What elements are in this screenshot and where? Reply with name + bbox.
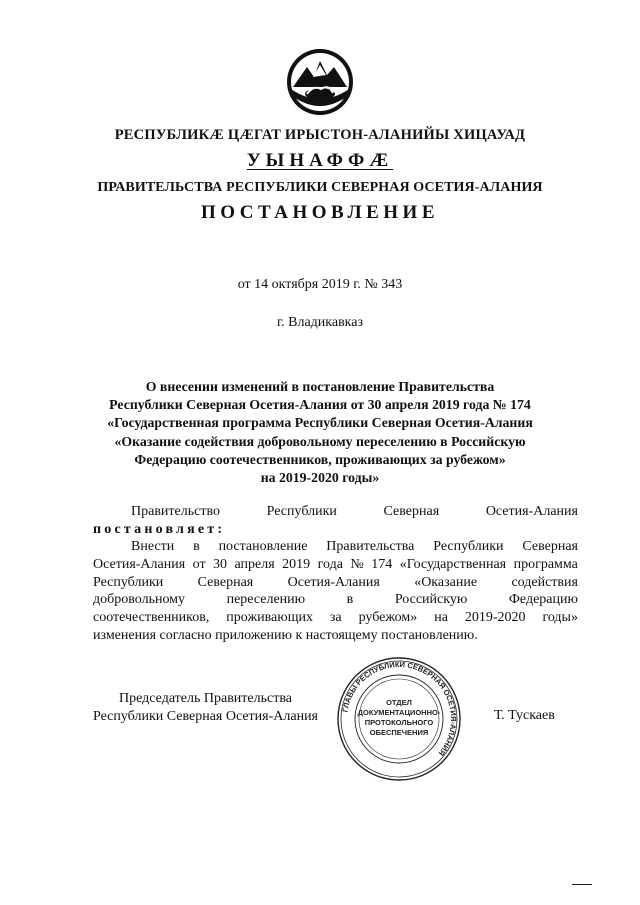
- body-word: «Оказание: [414, 574, 478, 590]
- body-word: Северная: [522, 539, 578, 554]
- coat-of-arms-emblem: [283, 47, 357, 117]
- signatory-position: [93, 690, 318, 726]
- body-line: [93, 609, 578, 627]
- body-word: в: [193, 539, 200, 554]
- body-word: проживающих: [226, 610, 313, 626]
- title-line: Федерацию соотечественников, проживающих за рубежом»: [134, 451, 506, 467]
- body-word: содействия: [511, 574, 578, 590]
- body-word: Северная: [197, 574, 254, 590]
- preamble-resolves: постановляет:: [93, 521, 226, 537]
- body-line: [93, 574, 578, 592]
- ossetian-decree-heading: УЫНАФФӔ: [246, 150, 394, 171]
- body-word: соотечественников,: [93, 610, 210, 626]
- preamble-line: [93, 503, 578, 521]
- body-word: от: [192, 556, 206, 572]
- body-word: 30: [213, 556, 228, 572]
- decree-date: от 14 октября 2019 г. № 343: [237, 277, 403, 292]
- decree-body: [93, 538, 578, 645]
- title-line: «Оказание содействия добровольному переселению в Российскую: [114, 433, 526, 449]
- government-heading: ПРАВИТЕЛЬСТВА РЕСПУБЛИКИ СЕВЕРНАЯ ОСЕТИЯ-АЛАНИЯ: [97, 180, 543, 195]
- stamp-inner-line: ОТДЕЛ: [386, 698, 412, 707]
- footer-mark: [572, 884, 592, 885]
- body-word: «Государственная: [399, 556, 507, 572]
- title-line: на 2019-2020 годы»: [260, 470, 380, 486]
- body-word: Внести: [131, 539, 175, 554]
- signatory-position-line: Председатель Правительства: [119, 691, 292, 706]
- body-word: годы»: [542, 610, 578, 626]
- body-word: 174: [371, 556, 393, 572]
- body-word: №: [350, 556, 364, 572]
- body-word: добровольному: [93, 592, 186, 608]
- body-word: в: [346, 592, 354, 608]
- body-line: [93, 591, 578, 609]
- decree-city: г. Владикавказ: [276, 315, 364, 330]
- stamp-inner-line: ДОКУМЕНТАЦИОННО-: [357, 708, 441, 717]
- body-word: Республики: [93, 574, 164, 590]
- signatory-name: Т. Тускаев: [494, 708, 555, 723]
- body-line: [93, 538, 578, 556]
- preamble-word: Северная: [383, 504, 440, 519]
- ossetian-republic-heading: РЕСПУБЛИКӔ ЦӔГАТ ИРЫСТОН-АЛАНИЙЫ ХИЦАУАД: [114, 127, 526, 143]
- body-word: переселению: [226, 592, 306, 608]
- body-word: Осетия-Алания: [93, 556, 186, 572]
- body-word: рубежом»: [358, 610, 418, 626]
- body-line: [93, 556, 578, 574]
- title-line: Республики Северная Осетия-Алания от 30 апреля 2019 года № 174: [109, 397, 531, 413]
- signatory-position-line: Республики Северная Осетия-Алания: [93, 709, 318, 724]
- body-last-line: изменения согласно приложению к настоящему постановлению.: [93, 627, 478, 643]
- title-line: О внесении изменений в постановление Правительства: [145, 379, 495, 394]
- body-word: года: [317, 556, 343, 572]
- decree-heading: ПОСТАНОВЛЕНИЕ: [200, 202, 440, 223]
- body-word: постановление: [218, 539, 308, 554]
- body-word: Республики: [433, 539, 504, 554]
- body-word: Осетия-Алания: [287, 574, 380, 590]
- preamble-word: Правительство: [131, 504, 220, 519]
- preamble-word: Осетия-Алания: [485, 504, 578, 519]
- body-word: за: [329, 610, 342, 626]
- body-word: Российскую: [394, 592, 468, 608]
- official-stamp: [335, 655, 463, 783]
- stamp-inner-line: ОБЕСПЕЧЕНИЯ: [369, 728, 429, 737]
- stamp-ring-text: ГЛАВЫ РЕСПУБЛИКИ СЕВЕРНАЯ ОСЕТИЯ-АЛАНИЯ: [340, 659, 459, 758]
- preamble-word: Республики: [266, 504, 337, 519]
- body-word: апреля: [234, 556, 275, 572]
- body-word: Федерацию: [508, 592, 578, 608]
- body-word: программа: [513, 556, 578, 572]
- body-word: 2019: [282, 556, 311, 572]
- decree-title: [60, 378, 580, 487]
- body-word: Правительства: [326, 539, 415, 554]
- body-word: 2019-2020: [464, 610, 526, 626]
- body-word: на: [434, 610, 448, 626]
- title-line: «Государственная программа Республики Северная Осетия-Алания: [107, 415, 533, 431]
- stamp-inner-line: ПРОТОКОЛЬНОГО: [364, 718, 434, 727]
- preamble: [93, 503, 578, 539]
